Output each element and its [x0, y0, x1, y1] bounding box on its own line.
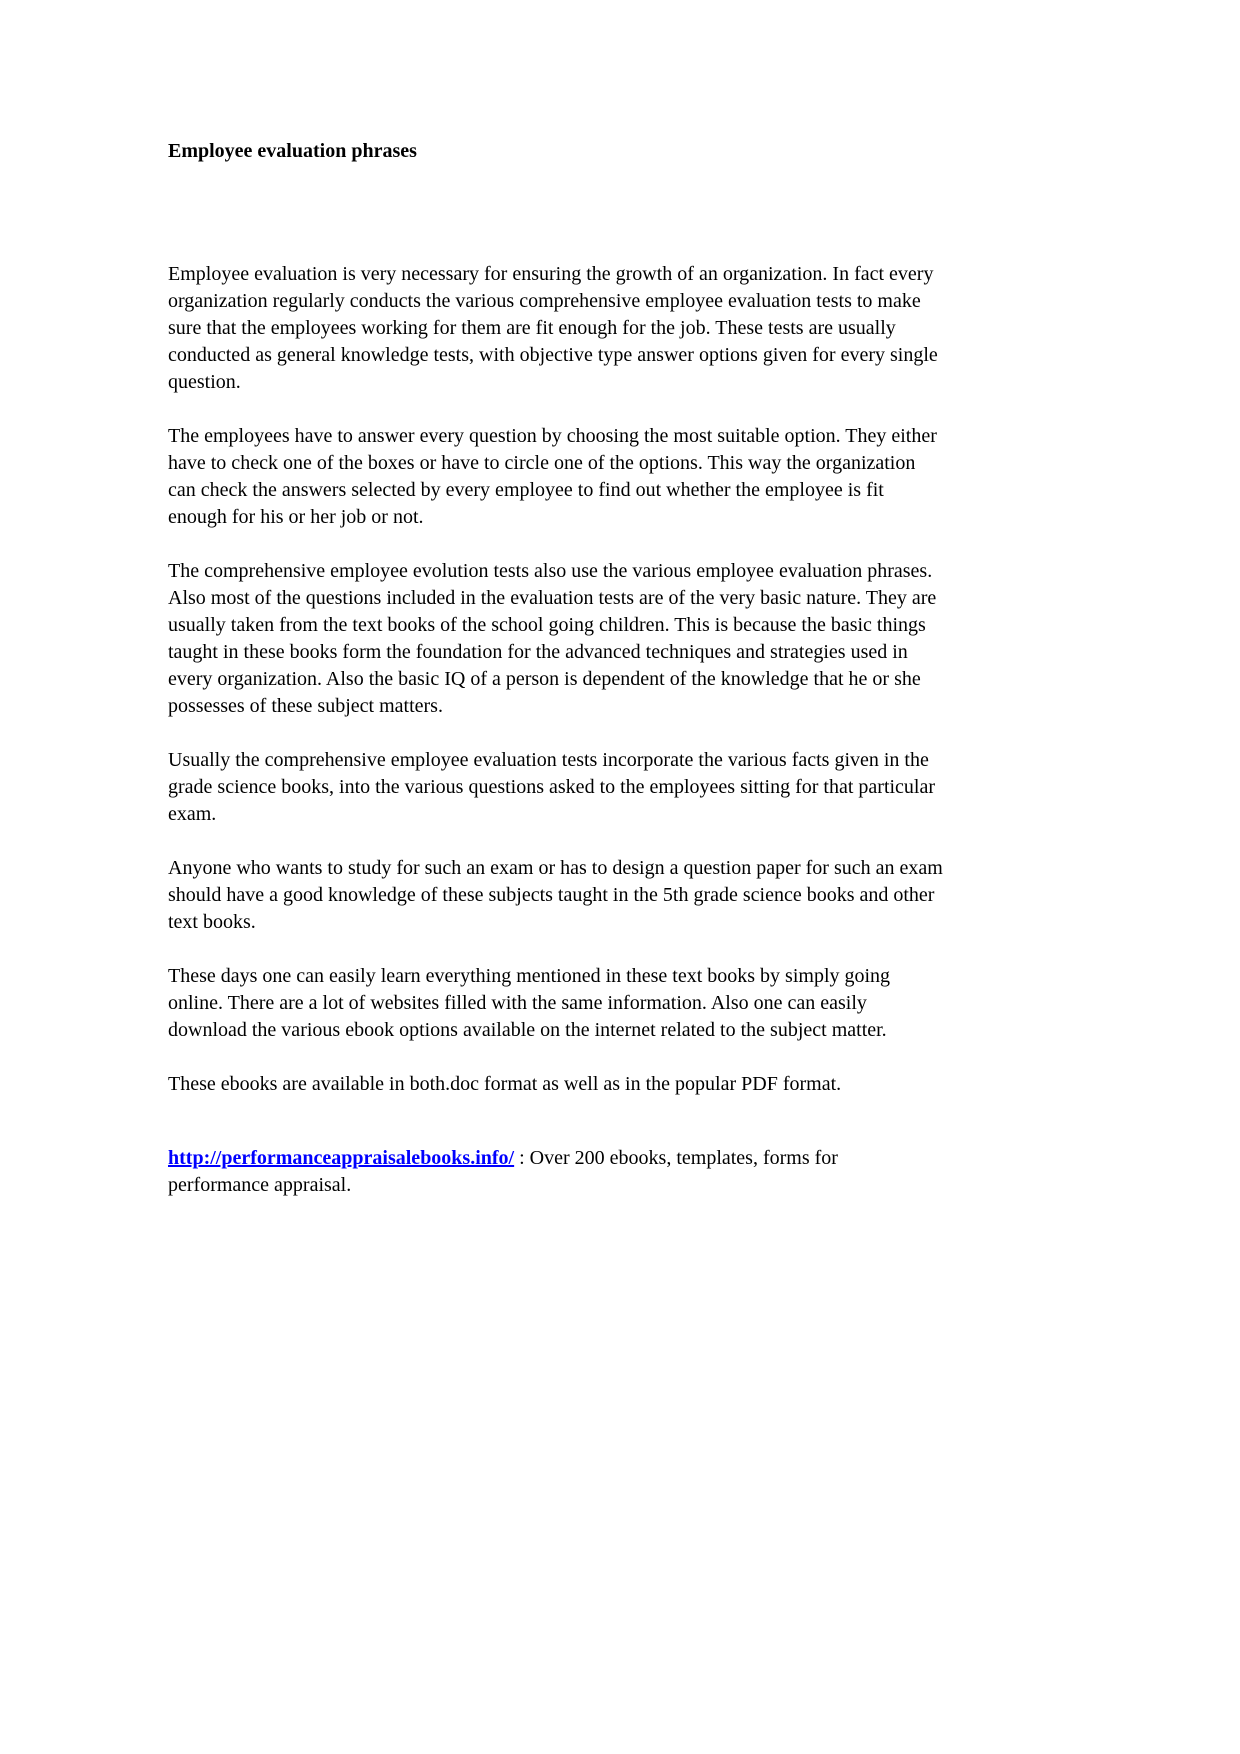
link-paragraph [168, 1145, 943, 1199]
paragraph-4: Usually the comprehensive employee evaluation tests incorporate the various facts given in the grade science books, into the various questions asked to the employees sitting for that particular exam. [168, 749, 936, 825]
performance-appraisal-ebooks-link[interactable]: http://performanceappraisalebooks.info/ [168, 1147, 515, 1169]
paragraph-5: Anyone who wants to study for such an exam or has to design a question paper for such an exam should have a good knowledge of these subjects taught in the 5th grade science books and other text books. [168, 857, 943, 933]
paragraph-6: These days one can easily learn everything mentioned in these text books by simply going online. There are a lot of websites filled with the same information. Also one can easily download the various ebook options available on the internet related to the subject matter. [168, 965, 891, 1041]
document-title: Employee evaluation phrases [168, 140, 417, 162]
paragraph-7: These ebooks are available in both.doc format as well as in the popular PDF format. [168, 1073, 842, 1095]
paragraph-1: Employee evaluation is very necessary for ensuring the growth of an organization. In fact every organization regularly conducts the various comprehensive employee evaluation tests to make sure that the employees working for them are fit enough for the job. These tests are usually conducted as general knowledge tests, with objective type answer options given for every single question. [168, 263, 938, 393]
link-suffix-text: : Over 200 ebooks, templates, forms for performance appraisal. [168, 1147, 838, 1196]
paragraph-2: The employees have to answer every question by choosing the most suitable option. They either have to check one of the boxes or have to circle one of the options. This way the organization can check the answers selected by every employee to find out whether the employee is fit enough for his or her job or not. [168, 425, 937, 528]
paragraph-3: The comprehensive employee evolution tests also use the various employee evaluation phrases. Also most of the questions included in the evaluation tests are of the very basic nature. They are usually taken from the text books of the school going children. This is because the basic things taught in these books form the foundation for the advanced techniques and strategies used in every organization. Also the basic IQ of a person is dependent of the knowledge that he or she possesses of these subject matters. [168, 560, 937, 717]
document-content [168, 138, 943, 1226]
